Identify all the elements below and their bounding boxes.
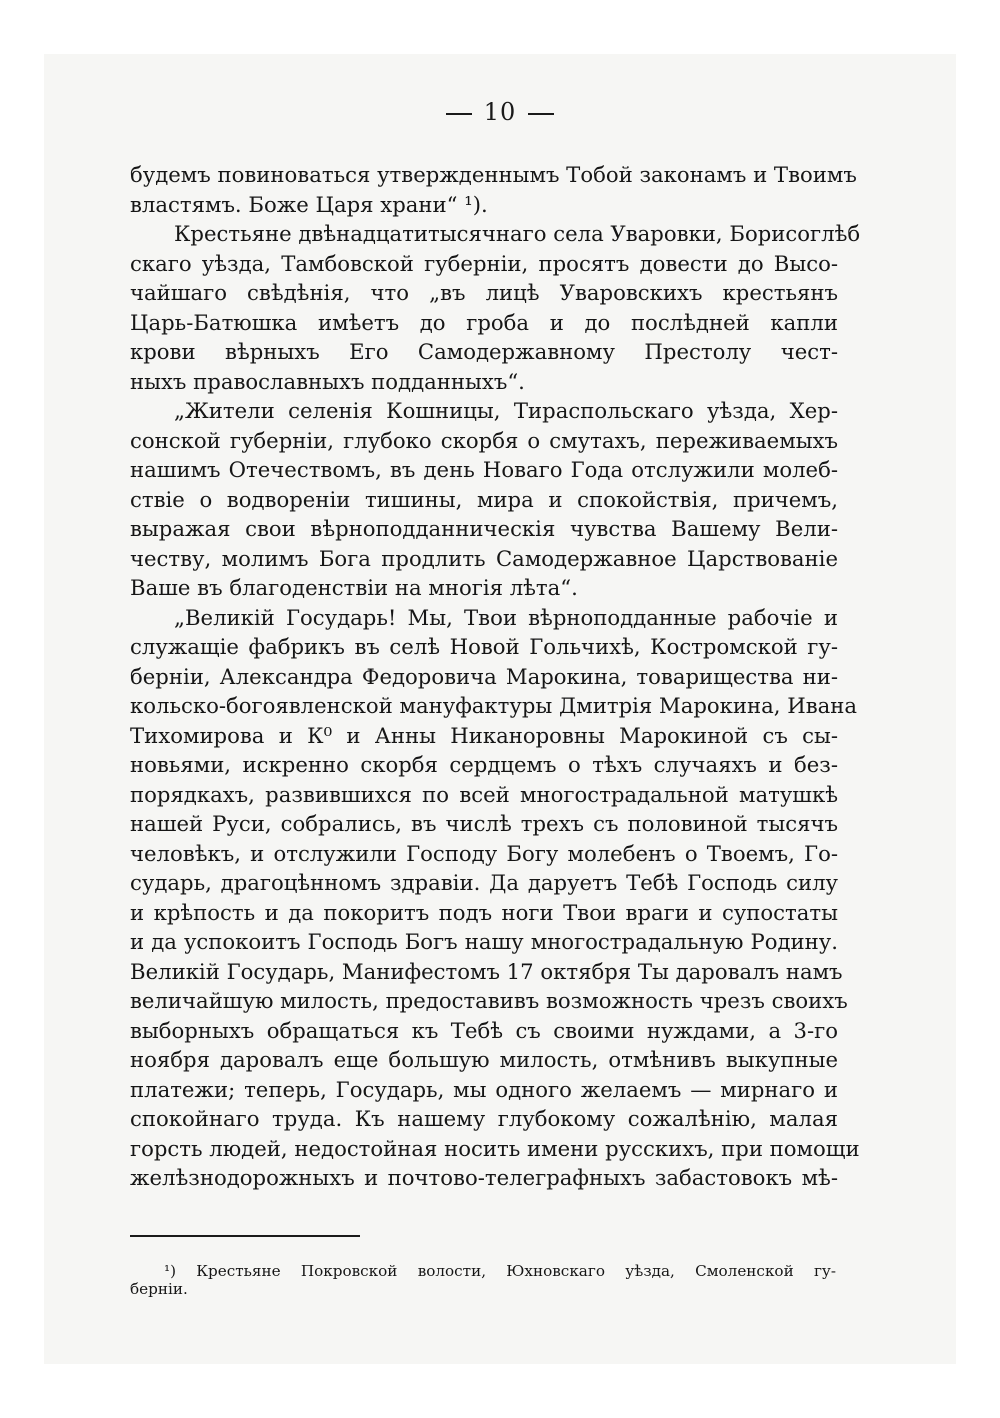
text-line: горсть людей, недостойная носить имени русскихъ, при помощи: [130, 1135, 860, 1161]
text-line: Тихомирова и К⁰ и Анны Никаноровны Марокиной съ сы-: [130, 722, 838, 748]
text-line: спокойнаго труда. Къ нашему глубокому сожалѣнію, малая: [130, 1106, 838, 1131]
page-number-value: 10: [483, 98, 517, 126]
text-line: платежи; теперь, Государь, мы одного желаемъ — мирнаго и: [130, 1076, 838, 1102]
footnote-line: ¹) Крестьяне Покровской волости, Юхновскаго уѣзда, Смоленской гу-: [164, 1262, 836, 1280]
text-line: „Великій Государь! Мы, Твои вѣрноподданные рабочіе и: [174, 604, 838, 630]
page-number: [0, 98, 1000, 126]
text-line: властямъ. Боже Царя храни“ ¹).: [130, 191, 488, 217]
text-line: кольско-богоявленской мануфактуры Дмитрія Марокина, Ивана: [130, 693, 858, 718]
text-line: Великій Государь, Манифестомъ 17 октября Ты даровалъ намъ: [130, 958, 843, 984]
text-line: и да успокоитъ Господь Богъ нашу многострадальную Родину.: [130, 929, 838, 954]
text-line: будемъ повиноваться утвержденнымъ Тобой законамъ и Твоимъ: [130, 162, 857, 187]
text-line: служащіе фабрикъ въ селѣ Новой Гольчихѣ, Костромской гу-: [130, 634, 838, 659]
text-line: новьями, искренно скорбя сердцемъ о тѣхъ случаяхъ и без-: [130, 752, 838, 777]
text-line: сонской губерніи, глубоко скорбя о смутахъ, переживаемыхъ: [130, 427, 838, 453]
body-text: [130, 160, 861, 1193]
text-line: человѣкъ, и отслужили Господу Богу молебенъ о Твоемъ, Го-: [130, 840, 838, 866]
text-line: скаго уѣзда, Тамбовской губерніи, просятъ довести до Высо-: [130, 250, 838, 276]
text-line: выборныхъ обращаться къ Тебѣ съ своими нуждами, а 3-го: [130, 1017, 838, 1043]
text-line: ныхъ православныхъ подданныхъ“.: [130, 368, 525, 394]
footnote-line: берніи.: [130, 1280, 188, 1298]
text-line: Крестьяне двѣнадцатитысячнаго села Уваровки, Борисоглѣб: [174, 221, 861, 246]
text-line: порядкахъ, развившихся по всей многострадальной матушкѣ: [130, 781, 838, 807]
text-line: крови вѣрныхъ Его Самодержавному Престолу чест-: [130, 339, 838, 364]
text-line: Царь-Батюшка имѣетъ до гроба и до послѣдней капли: [130, 309, 838, 335]
text-line: нашей Руси, собрались, въ числѣ трехъ съ половиной тысячъ: [130, 811, 838, 836]
text-line: ноября даровалъ еще большую милость, отмѣнивъ выкупные: [130, 1047, 838, 1072]
page-number-left-dash: [446, 113, 472, 115]
text-line: Ваше въ благоденствіи на многія лѣта“.: [130, 575, 578, 600]
text-line: честву, молимъ Бога продлить Самодержавное Царствованіе: [130, 545, 838, 571]
footnote: [130, 1262, 836, 1298]
text-line: чайшаго свѣдѣнія, что „въ лицѣ Уваровскихъ крестьянъ: [130, 280, 838, 305]
text-line: берніи, Александра Федоровича Марокина, товарищества ни-: [130, 663, 838, 689]
text-line: нашимъ Отечествомъ, въ день Новаго Года отслужили молеб-: [130, 457, 838, 482]
text-line: величайшую милость, предоставивъ возможность чрезъ своихъ: [130, 988, 848, 1013]
text-line: ствіе о водвореніи тишины, мира и спокойствія, причемъ,: [130, 486, 838, 512]
text-line: „Жители селенія Кошницы, Тираспольскаго уѣзда, Хер-: [174, 398, 838, 423]
page-number-right-dash: [528, 113, 554, 115]
footnote-divider: [130, 1235, 360, 1237]
text-line: и крѣпость и да покоритъ подъ ноги Твои враги и супостаты: [130, 899, 838, 925]
text-line: сударь, драгоцѣнномъ здравіи. Да даруетъ Тебѣ Господь силу: [130, 870, 838, 895]
text-line: желѣзнодорожныхъ и почтово-телеграфныхъ забастовокъ мѣ-: [130, 1165, 838, 1190]
text-line: выражая свои вѣрноподданническія чувства Вашему Вели-: [130, 516, 838, 541]
